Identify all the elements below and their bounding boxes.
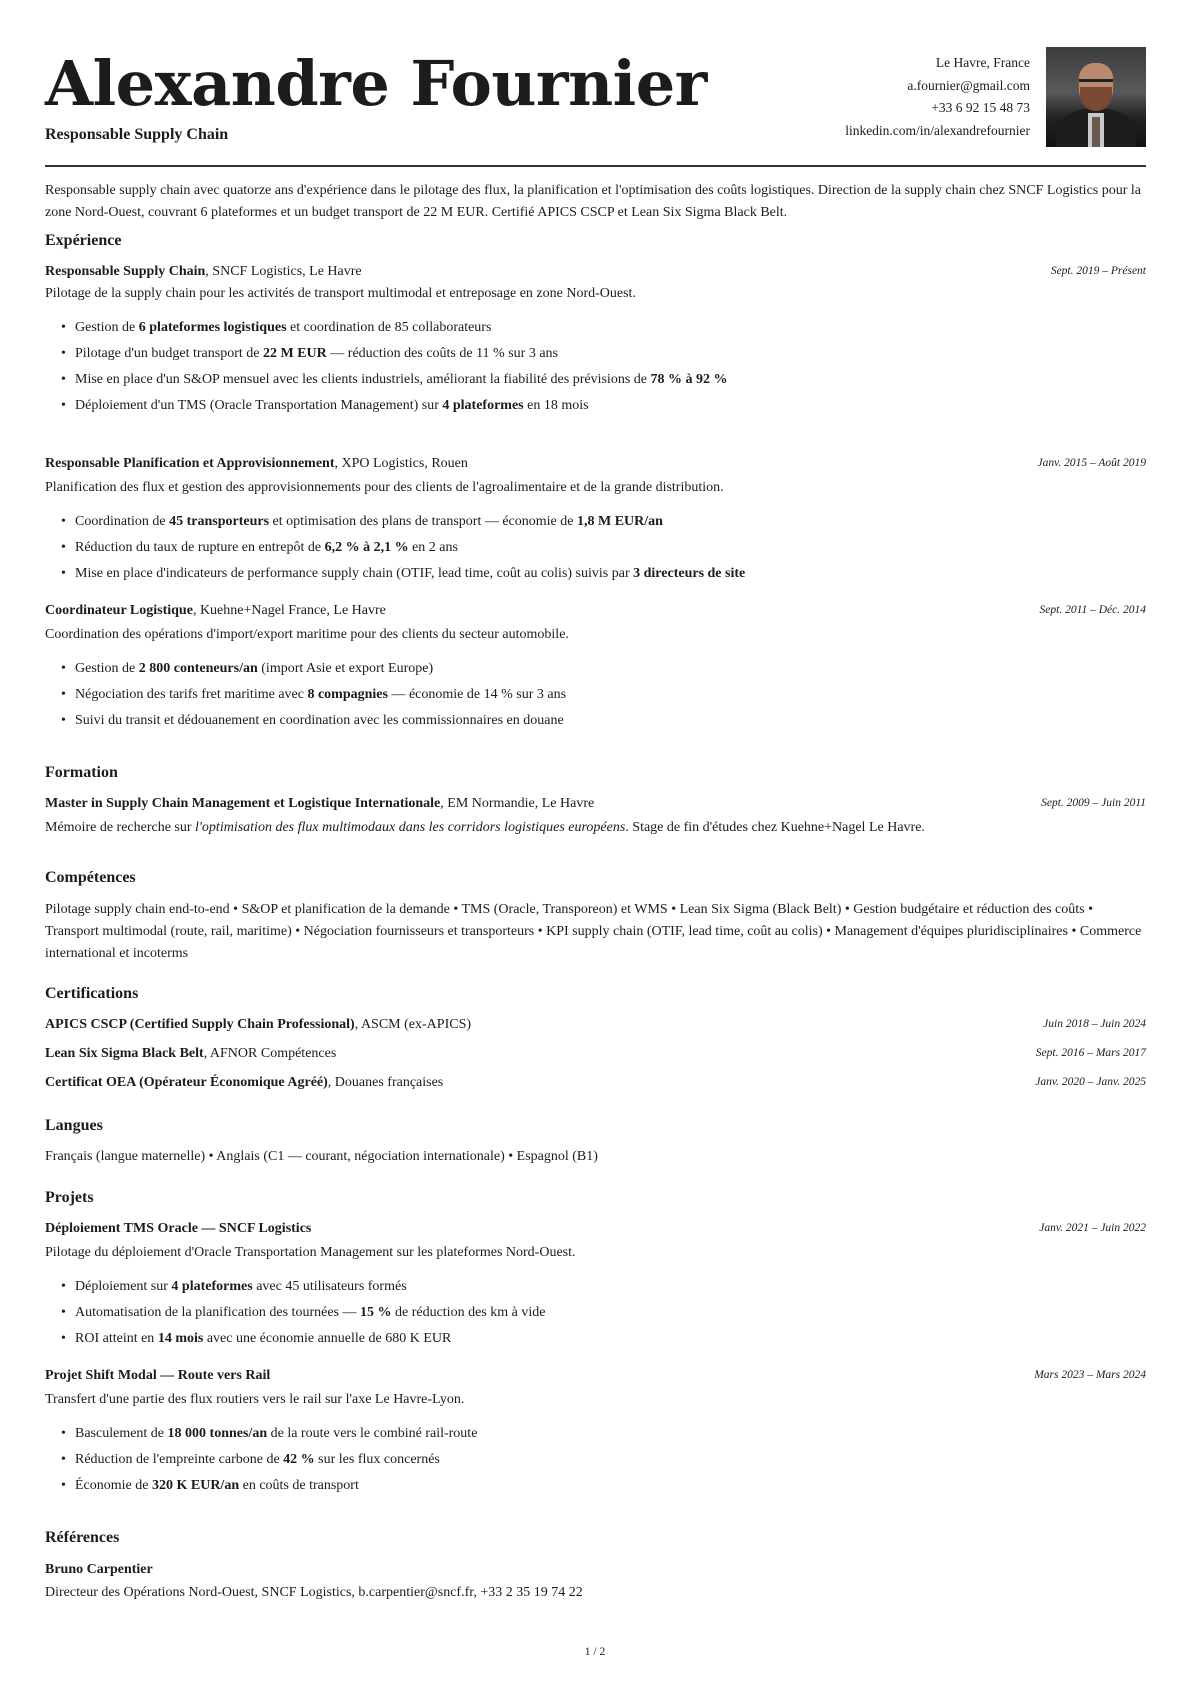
bullet-item: • Réduction de l'empreinte carbone de 42 % sur les flux concernés <box>75 1449 477 1475</box>
candidate-title: Responsable Supply Chain <box>45 126 229 143</box>
bullet-item: • Coordination de 45 transporteurs et optimisation des plans de transport — économie de 1,8 M EUR/an <box>75 511 745 537</box>
job-role: Responsable Planification et Approvisionnement <box>45 456 335 471</box>
entry-description: Transfert d'une partie des flux routiers vers le rail sur l'axe Le Havre-Lyon. <box>45 1392 465 1407</box>
resume-header <box>45 0 1146 168</box>
header-divider <box>45 165 1146 167</box>
entry-bullets <box>45 317 727 421</box>
bullet-item: • Négociation des tarifs fret maritime avec 8 compagnies — économie de 14 % sur 3 ans <box>75 684 566 710</box>
profile-photo <box>1046 47 1146 147</box>
cert-name: Certificat OEA (Opérateur Économique Agréé) <box>45 1075 328 1090</box>
entry-bullets <box>45 1423 477 1501</box>
entry-description: Mémoire de recherche sur l'optimisation des flux multimodaux dans les corridors logistiques européens. Stage de fin d'études chez Kuehne+Nagel Le Havre. <box>45 820 925 835</box>
page-number: 1 / 2 <box>584 1646 606 1658</box>
section-heading-languages: Langues <box>45 1117 103 1134</box>
bullet-item: • Basculement de 18 000 tonnes/an de la route vers le combiné rail-route <box>75 1423 477 1449</box>
bullet-item: • Mise en place d'un S&OP mensuel avec les clients industriels, améliorant la fiabilité des prévisions de 78 % à 92 % <box>75 369 727 395</box>
bullet-item: • Suivi du transit et dédouanement en coordination avec les commissionnaires en douane <box>75 710 566 736</box>
reference-name: Bruno Carpentier <box>45 1562 153 1577</box>
bullet-item: • Réduction du taux de rupture en entrepôt de 6,2 % à 2,1 % en 2 ans <box>75 537 745 563</box>
section-heading-certifications: Certifications <box>45 985 139 1002</box>
bullet-item: • Automatisation de la planification des tournées — 15 % de réduction des km à vide <box>75 1302 545 1328</box>
reference-details: Directeur des Opérations Nord-Ouest, SNCF Logistics, b.carpentier@sncf.fr, +33 2 35 19 74 22 <box>45 1585 583 1600</box>
section-heading-experience: Expérience <box>45 232 122 249</box>
photo-glasses-shape <box>1079 79 1113 82</box>
candidate-name: Alexandre Fournier <box>45 47 707 120</box>
cert-issuer: , Douanes françaises <box>327 1075 444 1090</box>
bullet-item: • Déploiement d'un TMS (Oracle Transportation Management) sur 4 plateformes en 18 mois <box>75 395 727 421</box>
contact-block <box>845 52 1030 142</box>
entry-description: Coordination des opérations d'import/export maritime pour des clients du secteur automobile. <box>45 627 569 642</box>
entry-dates: Janv. 2021 – Juin 2022 <box>1039 1222 1146 1234</box>
bullet-item: • Gestion de 6 plateformes logistiques et coordination de 85 collaborateurs <box>75 317 727 343</box>
entry-dates: Janv. 2015 – Août 2019 <box>1037 457 1146 469</box>
entry-heading <box>45 456 468 472</box>
photo-tie-shape <box>1092 117 1100 147</box>
languages-list: Français (langue maternelle) • Anglais (C1 — courant, négociation internationale) • Espagnol (B1) <box>45 1149 598 1164</box>
project-title: Déploiement TMS Oracle — SNCF Logistics <box>45 1221 312 1236</box>
skills-list: Pilotage supply chain end-to-end • S&OP et planification de la demande • TMS (Oracle, Transporeon) et WMS • Lean Six Sigma (Black Belt) • Gestion budgétaire et réduction des coûts • Transport multimodal (route, rail, maritime) • Négociation fournisseurs et transporteurs • KPI supply chain (OTIF, lead time, coût au colis) • Management d'équipes pluridisciplinaires • Commerce international et incoterms <box>45 902 1142 961</box>
contact-email[interactable]: a.fournier@gmail.com <box>907 77 1030 93</box>
section-heading-projects: Projets <box>45 1189 94 1206</box>
bullet-item: • Mise en place d'indicateurs de performance supply chain (OTIF, lead time, coût au colis) suivis par 3 directeurs de site <box>75 563 745 589</box>
entry-heading <box>45 603 386 619</box>
entry-bullets <box>45 1276 545 1354</box>
section-heading-skills: Compétences <box>45 869 136 886</box>
contact-linkedin[interactable]: linkedin.com/in/alexandrefournier <box>845 122 1030 138</box>
photo-beard-shape <box>1080 87 1112 111</box>
bullet-item: • Pilotage d'un budget transport de 22 M EUR — réduction des coûts de 11 % sur 3 ans <box>75 343 727 369</box>
contact-location: Le Havre, France <box>935 55 1030 70</box>
job-role: Coordinateur Logistique <box>45 603 193 618</box>
bullet-item: • Déploiement sur 4 plateformes avec 45 utilisateurs formés <box>75 1276 545 1302</box>
entry-description: Pilotage de la supply chain pour les activités de transport multimodal et entreposage en zone Nord-Ouest. <box>45 286 636 301</box>
job-role: Responsable Supply Chain <box>45 264 206 279</box>
bullet-item: • Gestion de 2 800 conteneurs/an (import Asie et export Europe) <box>75 658 566 684</box>
entry-dates: Sept. 2011 – Déc. 2014 <box>1039 604 1146 616</box>
cert-name: Lean Six Sigma Black Belt <box>45 1046 204 1061</box>
cert-issuer: , ASCM (ex-APICS) <box>354 1017 472 1032</box>
entry-dates: Sept. 2009 – Juin 2011 <box>1041 797 1146 809</box>
entry-bullets <box>45 511 745 589</box>
resume-page <box>45 0 1146 1600</box>
contact-phone: +33 6 92 15 48 73 <box>931 100 1030 115</box>
entry-dates: Janv. 2020 – Janv. 2025 <box>1035 1076 1146 1088</box>
entry-dates: Mars 2023 – Mars 2024 <box>1034 1369 1146 1381</box>
project-title: Projet Shift Modal — Route vers Rail <box>45 1368 271 1383</box>
entry-heading <box>45 796 594 812</box>
job-org: , Kuehne+Nagel France, Le Havre <box>192 603 386 618</box>
entry-bullets <box>45 658 566 736</box>
section-heading-references: Références <box>45 1529 120 1546</box>
bullet-item: • Économie de 320 K EUR/an en coûts de transport <box>75 1475 477 1501</box>
entry-dates: Sept. 2016 – Mars 2017 <box>1035 1047 1146 1059</box>
summary-paragraph: Responsable supply chain avec quatorze ans d'expérience dans le pilotage des flux, la planification et l'optimisation des coûts logistiques. Direction de la supply chain chez SNCF Logistics pour la zone Nord-Ouest, couvrant 6 plateformes et un budget transport de 22 M EUR. Certifié APICS CSCP et Lean Six Sigma Black Belt. <box>45 183 1141 220</box>
entry-dates: Juin 2018 – Juin 2024 <box>1043 1018 1146 1030</box>
cert-name: APICS CSCP (Certified Supply Chain Professional) <box>45 1017 355 1032</box>
entry-description: Pilotage du déploiement d'Oracle Transportation Management sur les plateformes Nord-Ouest. <box>45 1245 576 1260</box>
section-heading-education: Formation <box>45 764 118 781</box>
bullet-item: • ROI atteint en 14 mois avec une économie annuelle de 680 K EUR <box>75 1328 545 1354</box>
cert-issuer: , AFNOR Compétences <box>203 1046 337 1061</box>
entry-dates: Sept. 2019 – Présent <box>1050 265 1146 277</box>
school-name: , EM Normandie, Le Havre <box>440 796 595 811</box>
entry-description: Planification des flux et gestion des approvisionnements pour des clients de l'agroalimentaire et de la grande distribution. <box>45 480 724 495</box>
job-org: , SNCF Logistics, Le Havre <box>205 264 362 279</box>
job-org: , XPO Logistics, Rouen <box>334 456 468 471</box>
degree-name: Master in Supply Chain Management et Logistique Internationale <box>45 796 441 811</box>
entry-heading <box>45 264 362 280</box>
